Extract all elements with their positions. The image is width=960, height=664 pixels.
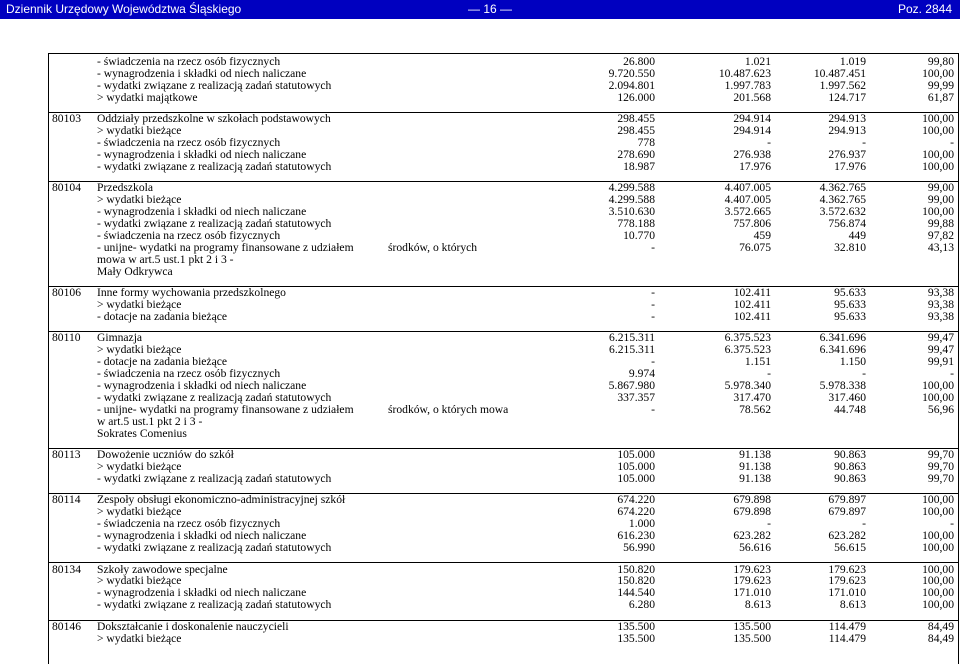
percent-value: 100,00 xyxy=(922,562,954,576)
plan-after-changes-value: 679.898 xyxy=(733,505,771,519)
percent-value: 100,00 xyxy=(922,66,954,80)
percent-value: 100,00 xyxy=(922,147,954,161)
percent-value: 100,00 xyxy=(922,205,954,219)
execution-value: 124.717 xyxy=(828,90,866,104)
plan-value: 6.215.311 xyxy=(609,331,655,345)
row-description-cont: środków, o których xyxy=(388,240,478,254)
percent-value: 93,38 xyxy=(927,298,954,311)
plan-value: - xyxy=(651,402,655,416)
plan-value: 5.867.980 xyxy=(608,379,655,392)
plan-value: 674.220 xyxy=(617,505,655,519)
row-description: > wydatki bieżące xyxy=(97,343,182,357)
table-row xyxy=(0,91,960,104)
plan-after-changes-value: 294.914 xyxy=(733,112,771,126)
percent-value: 99,70 xyxy=(927,448,954,462)
percent-value: 93,38 xyxy=(927,286,954,300)
row-description: > wydatki bieżące xyxy=(97,298,182,311)
percent-value: 84,49 xyxy=(927,631,954,645)
execution-value: 4.362.765 xyxy=(819,193,866,207)
percent-value: 99,00 xyxy=(927,181,954,195)
row-description: Dokształcanie i doskonalenie nauczycieli xyxy=(97,619,289,633)
plan-value: 778.188 xyxy=(617,217,655,230)
plan-value: 126.000 xyxy=(617,90,655,104)
percent-value: - xyxy=(950,367,954,381)
plan-value: 2.094.801 xyxy=(608,78,655,92)
plan-value: 1.000 xyxy=(628,517,655,531)
row-description: - wydatki związane z realizacją zadań statutowych xyxy=(97,598,332,612)
plan-after-changes-value: 757.806 xyxy=(733,217,771,230)
plan-value: 778 xyxy=(637,136,655,149)
row-description: Szkoły zawodowe specjalne xyxy=(97,562,228,576)
plan-after-changes-value: 317.470 xyxy=(733,390,771,404)
plan-value: - xyxy=(651,309,655,323)
plan-after-changes-value: 91.138 xyxy=(739,471,771,485)
row-description: - wynagrodzenia i składki od niech naliczane xyxy=(97,529,307,543)
execution-value: 679.897 xyxy=(828,505,866,519)
plan-after-changes-value: 102.411 xyxy=(733,298,771,311)
position-number: Poz. 2844 xyxy=(897,2,952,16)
percent-value: 99,00 xyxy=(927,193,954,207)
execution-value: 90.863 xyxy=(834,460,866,473)
row-description: > wydatki bieżące xyxy=(97,193,182,207)
plan-after-changes-value: 8.613 xyxy=(744,598,771,612)
execution-value: 294.913 xyxy=(828,124,866,138)
row-description: - wydatki związane z realizacją zadań statutowych xyxy=(97,471,332,485)
table-row xyxy=(0,160,960,173)
row-description: Dowożenie uczniów do szkół xyxy=(97,448,234,462)
plan-after-changes-value: 17.976 xyxy=(739,159,771,173)
plan-after-changes-value: 171.010 xyxy=(733,586,771,600)
unit-code: 80103 xyxy=(52,112,81,126)
row-description: w art.5 ust.1 pkt 2 i 3 - xyxy=(97,414,203,428)
execution-value: 1.997.562 xyxy=(819,78,866,92)
plan-value: 18.987 xyxy=(623,159,655,173)
plan-after-changes-value: 78.562 xyxy=(739,402,771,416)
plan-value: 9.720.550 xyxy=(608,66,655,80)
plan-after-changes-value: 4.407.005 xyxy=(724,181,771,195)
plan-value: 337.357 xyxy=(617,390,655,404)
row-description-cont: środków, o których mowa xyxy=(388,402,509,416)
execution-value: 56.615 xyxy=(834,541,866,554)
plan-after-changes-value: - xyxy=(767,517,771,531)
execution-value: 8.613 xyxy=(839,598,866,612)
unit-code: 80113 xyxy=(52,448,81,462)
execution-value: 1.019 xyxy=(839,55,866,68)
row-description: Oddziały przedszkolne w szkołach podstawowych xyxy=(97,112,331,126)
plan-value: 150.820 xyxy=(617,574,655,588)
execution-value: 32.810 xyxy=(834,240,866,254)
row-description: > wydatki bieżące xyxy=(97,460,182,473)
journal-title: Dziennik Urzędowy Województwa Śląskiego xyxy=(6,2,242,16)
percent-value: 99,91 xyxy=(927,355,954,369)
plan-after-changes-value: 1.021 xyxy=(744,55,771,68)
row-description: > wydatki bieżące xyxy=(97,505,182,519)
plan-value: 4.299.588 xyxy=(608,193,655,207)
plan-value: 144.540 xyxy=(617,586,655,600)
percent-value: 99,99 xyxy=(927,78,954,92)
plan-after-changes-value: 679.898 xyxy=(733,493,771,507)
percent-value: 99,47 xyxy=(927,331,954,345)
plan-after-changes-value: 135.500 xyxy=(733,619,771,633)
execution-value: 317.460 xyxy=(828,390,866,404)
plan-after-changes-value: 102.411 xyxy=(733,309,771,323)
plan-after-changes-value: 294.914 xyxy=(733,124,771,138)
row-description: - wynagrodzenia i składki od niech naliczane xyxy=(97,586,307,600)
execution-value: 10.487.451 xyxy=(813,66,866,80)
row-description: - świadczenia na rzecz osób fizycznych xyxy=(97,228,281,242)
plan-after-changes-value: 1.151 xyxy=(744,355,771,369)
plan-after-changes-value: 6.375.523 xyxy=(724,343,771,357)
execution-value: 95.633 xyxy=(834,286,866,300)
percent-value: 99,88 xyxy=(927,217,954,230)
percent-value: - xyxy=(950,136,954,149)
percent-value: 100,00 xyxy=(922,586,954,600)
percent-value: 61,87 xyxy=(927,90,954,104)
row-description: - wydatki związane z realizacją zadań statutowych xyxy=(97,78,332,92)
row-description: Gimnazja xyxy=(97,331,143,345)
plan-value: - xyxy=(651,355,655,369)
plan-after-changes-value: 179.623 xyxy=(733,574,771,588)
percent-value: 56,96 xyxy=(927,402,954,416)
plan-after-changes-value: - xyxy=(767,136,771,149)
percent-value: 100,00 xyxy=(922,112,954,126)
plan-after-changes-value: 179.623 xyxy=(733,562,771,576)
plan-value: 56.990 xyxy=(623,541,655,554)
row-description: Sokrates Comenius xyxy=(97,426,187,440)
execution-value: 114.479 xyxy=(828,619,866,633)
execution-value: 294.913 xyxy=(828,112,866,126)
row-description: - wynagrodzenia i składki od niech naliczane xyxy=(97,66,307,80)
row-description: - świadczenia na rzecz osób fizycznych xyxy=(97,55,281,68)
plan-after-changes-value: 1.997.783 xyxy=(724,78,771,92)
table-row xyxy=(0,427,960,440)
execution-value: 276.937 xyxy=(828,147,866,161)
plan-value: 298.455 xyxy=(617,112,655,126)
percent-value: 84,49 xyxy=(927,619,954,633)
percent-value: - xyxy=(950,517,954,531)
percent-value: 97,82 xyxy=(927,228,954,242)
percent-value: 100,00 xyxy=(922,541,954,554)
row-description: mowa w art.5 ust.1 pkt 2 i 3 - xyxy=(97,252,234,266)
plan-after-changes-value: 201.568 xyxy=(733,90,771,104)
execution-value: - xyxy=(862,517,866,531)
plan-value: 105.000 xyxy=(617,471,655,485)
execution-value: 449 xyxy=(848,228,866,242)
execution-value: 623.282 xyxy=(828,529,866,543)
unit-code: 80114 xyxy=(52,493,81,507)
execution-value: 179.623 xyxy=(828,562,866,576)
row-description: - wynagrodzenia i składki od niech naliczane xyxy=(97,205,307,219)
unit-code: 80110 xyxy=(52,331,81,345)
plan-after-changes-value: 91.138 xyxy=(739,448,771,462)
execution-value: 756.874 xyxy=(828,217,866,230)
plan-value: 150.820 xyxy=(617,562,655,576)
row-description: - wynagrodzenia i składki od niech naliczane xyxy=(97,379,307,392)
plan-value: 135.500 xyxy=(617,619,655,633)
percent-value: 99,70 xyxy=(927,460,954,473)
table-row xyxy=(0,632,960,645)
percent-value: 99,80 xyxy=(927,55,954,68)
percent-value: 93,38 xyxy=(927,309,954,323)
row-description: Mały Odkrywca xyxy=(97,264,173,278)
percent-value: 99,47 xyxy=(927,343,954,357)
execution-value: 114.479 xyxy=(828,631,866,645)
row-description: > wydatki bieżące xyxy=(97,631,182,645)
row-description: - unijne- wydatki na programy finansowane z udziałem xyxy=(97,402,354,416)
plan-after-changes-value: 276.938 xyxy=(733,147,771,161)
plan-value: 6.215.311 xyxy=(609,343,655,357)
plan-value: 135.500 xyxy=(617,631,655,645)
percent-value: 100,00 xyxy=(922,505,954,519)
unit-code: 80104 xyxy=(52,181,81,195)
plan-value: 4.299.588 xyxy=(608,181,655,195)
percent-value: 100,00 xyxy=(922,159,954,173)
plan-value: 105.000 xyxy=(617,448,655,462)
percent-value: 100,00 xyxy=(922,598,954,612)
table-row xyxy=(0,265,960,278)
row-description: - dotacje na zadania bieżące xyxy=(97,355,228,369)
execution-value: 3.572.632 xyxy=(819,205,866,219)
page-header xyxy=(0,0,960,19)
execution-value: 90.863 xyxy=(834,471,866,485)
percent-value: 100,00 xyxy=(922,379,954,392)
plan-value: 105.000 xyxy=(617,460,655,473)
plan-after-changes-value: 6.375.523 xyxy=(724,331,771,345)
percent-value: 99,70 xyxy=(927,471,954,485)
plan-after-changes-value: 135.500 xyxy=(733,631,771,645)
row-description: - wydatki związane z realizacją zadań statutowych xyxy=(97,217,332,230)
row-description: Zespoły obsługi ekonomiczno-administracyjnej szkół xyxy=(97,493,346,507)
row-description: - świadczenia na rzecz osób fizycznych xyxy=(97,517,281,531)
execution-value: - xyxy=(862,367,866,381)
execution-value: 171.010 xyxy=(828,586,866,600)
plan-after-changes-value: 623.282 xyxy=(733,529,771,543)
table-row xyxy=(0,310,960,323)
execution-value: 1.150 xyxy=(839,355,866,369)
page-number: — 16 — xyxy=(468,2,513,16)
plan-value: - xyxy=(651,286,655,300)
row-description: - świadczenia na rzecz osób fizycznych xyxy=(97,136,281,149)
row-description: - świadczenia na rzecz osób fizycznych xyxy=(97,367,281,381)
plan-after-changes-value: 3.572.665 xyxy=(724,205,771,219)
row-description: - unijne- wydatki na programy finansowane z udziałem xyxy=(97,240,354,254)
row-description: - wydatki związane z realizacją zadań statutowych xyxy=(97,390,332,404)
execution-value: 179.623 xyxy=(828,574,866,588)
plan-after-changes-value: 5.978.340 xyxy=(724,379,771,392)
plan-after-changes-value: 76.075 xyxy=(739,240,771,254)
percent-value: 100,00 xyxy=(922,124,954,138)
plan-value: 616.230 xyxy=(617,529,655,543)
execution-value: 44.748 xyxy=(834,402,866,416)
row-description: > wydatki bieżące xyxy=(97,574,182,588)
execution-value: 90.863 xyxy=(834,448,866,462)
execution-value: 4.362.765 xyxy=(819,181,866,195)
percent-value: 100,00 xyxy=(922,493,954,507)
plan-value: - xyxy=(651,240,655,254)
plan-value: 26.800 xyxy=(623,55,655,68)
plan-after-changes-value: 4.407.005 xyxy=(724,193,771,207)
plan-after-changes-value: - xyxy=(767,367,771,381)
execution-value: 17.976 xyxy=(834,159,866,173)
percent-value: 43,13 xyxy=(927,240,954,254)
plan-after-changes-value: 56.616 xyxy=(739,541,771,554)
plan-after-changes-value: 102.411 xyxy=(733,286,771,300)
percent-value: 100,00 xyxy=(922,390,954,404)
row-description: Inne formy wychowania przedszkolnego xyxy=(97,286,286,300)
execution-value: 6.341.696 xyxy=(819,331,866,345)
plan-value: 9.974 xyxy=(628,367,655,381)
unit-code: 80134 xyxy=(52,562,81,576)
table-row xyxy=(0,598,960,611)
row-description: - wynagrodzenia i składki od niech naliczane xyxy=(97,147,307,161)
row-description: - wydatki związane z realizacją zadań statutowych xyxy=(97,541,332,554)
plan-value: 298.455 xyxy=(617,124,655,138)
plan-after-changes-value: 10.487.623 xyxy=(718,66,771,80)
execution-value: 95.633 xyxy=(834,298,866,311)
execution-value: - xyxy=(862,136,866,149)
percent-value: 100,00 xyxy=(922,529,954,543)
plan-value: - xyxy=(651,298,655,311)
row-description: - wydatki związane z realizacją zadań statutowych xyxy=(97,159,332,173)
unit-code: 80146 xyxy=(52,619,81,633)
plan-value: 278.690 xyxy=(617,147,655,161)
percent-value: 100,00 xyxy=(922,574,954,588)
row-description: - dotacje na zadania bieżące xyxy=(97,309,228,323)
plan-value: 674.220 xyxy=(617,493,655,507)
table-row xyxy=(0,541,960,554)
execution-value: 5.978.338 xyxy=(819,379,866,392)
plan-after-changes-value: 91.138 xyxy=(739,460,771,473)
table-row xyxy=(0,472,960,485)
unit-code: 80106 xyxy=(52,286,81,300)
row-description: > wydatki bieżące xyxy=(97,124,182,138)
row-description: Przedszkola xyxy=(97,181,154,195)
execution-value: 6.341.696 xyxy=(819,343,866,357)
execution-value: 679.897 xyxy=(828,493,866,507)
plan-value: 10.770 xyxy=(623,228,655,242)
execution-value: 95.633 xyxy=(834,309,866,323)
plan-value: 3.510.630 xyxy=(608,205,655,219)
plan-value: 6.280 xyxy=(628,598,655,612)
plan-after-changes-value: 459 xyxy=(753,228,771,242)
row-description: > wydatki majątkowe xyxy=(97,90,198,104)
